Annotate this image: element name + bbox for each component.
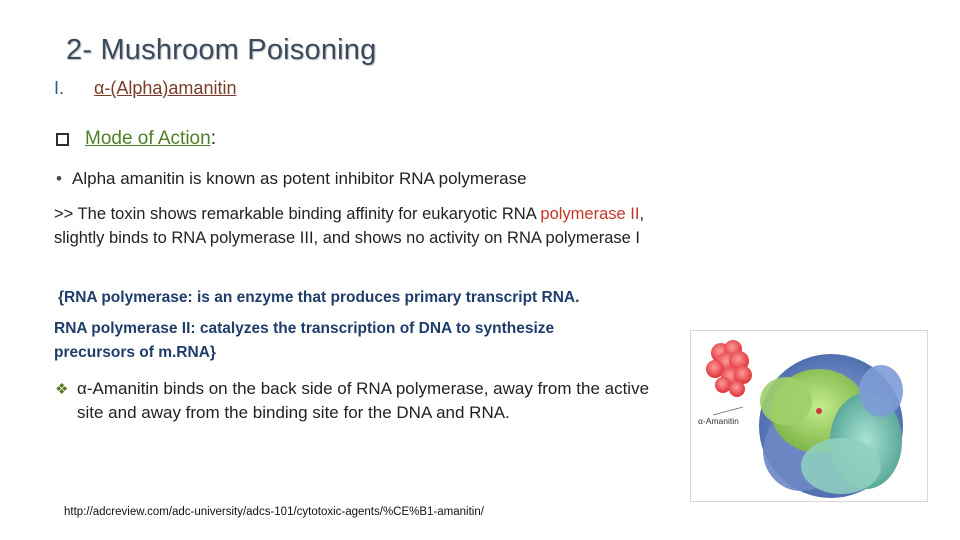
source-url[interactable]: http://adcreview.com/adc-university/adcs-101/cytotoxic-agents/%CE%B1-amanitin/ xyxy=(64,506,484,518)
bullet-text: Alpha amanitin is known as potent inhibitor RNA polymerase xyxy=(72,169,527,188)
definition-line-1: {RNA polymerase: is an enzyme that produces primary transcript RNA. xyxy=(58,289,580,306)
diamond-bullet-item xyxy=(55,377,665,425)
toxin-paragraph xyxy=(54,202,684,250)
toxin-paragraph-highlight: polymerase II xyxy=(540,205,640,223)
definition-line-2: RNA polymerase II: catalyzes the transcription of DNA to synthesize precursors of m.RNA} xyxy=(54,320,555,361)
toxin-paragraph-suffix: , slightly binds to RNA polymerase III, and shows no activity on RNA polymerase I xyxy=(54,205,645,247)
checkbox-icon xyxy=(56,133,69,146)
subheading: α-(Alpha)amanitin xyxy=(94,78,237,98)
bullet-item xyxy=(56,169,527,189)
figure-label: α-Amanitin xyxy=(698,416,739,426)
section-colon: : xyxy=(210,128,216,149)
subheading-number: I. xyxy=(54,78,65,98)
diamond-bullet-text: α-Amanitin binds on the back side of RNA polymerase, away from the active site and away from the binding site for the DNA and RNA. xyxy=(77,379,650,422)
section-heading xyxy=(56,128,216,150)
diamond-bullet-icon: ❖ xyxy=(55,381,69,398)
section-label: Mode of Action xyxy=(85,128,211,149)
toxin-paragraph-prefix: >> The toxin shows remarkable binding affinity for eukaryotic RNA xyxy=(54,205,536,223)
slide-title: 2- Mushroom Poisoning xyxy=(66,34,377,66)
bullet-dot-icon: • xyxy=(56,169,62,188)
